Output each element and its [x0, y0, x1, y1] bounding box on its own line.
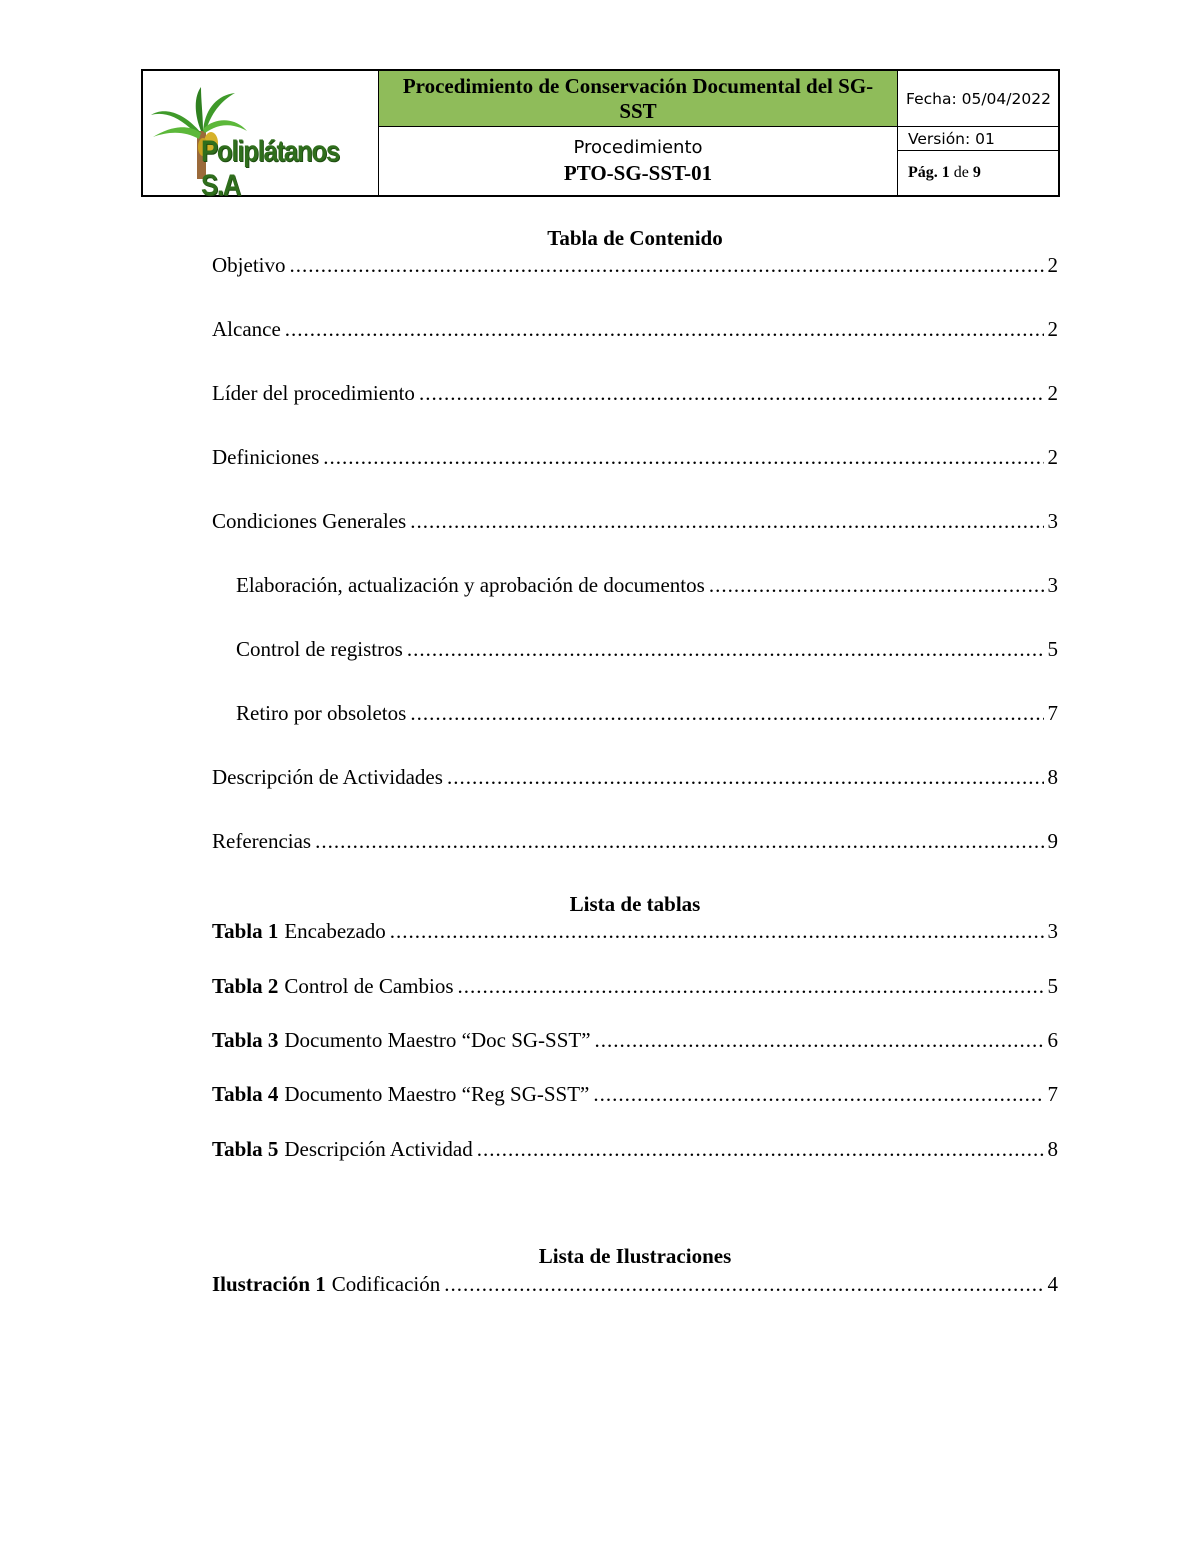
dot-leader [595, 1027, 1044, 1053]
table-entry-page: 6 [1047, 1028, 1058, 1052]
table-entry-title: Documento Maestro “Reg SG-SST” [284, 1082, 590, 1106]
table-entry[interactable] [212, 973, 1058, 999]
toc-entry[interactable] [212, 252, 1058, 278]
dot-leader [444, 1271, 1043, 1297]
toc-heading: Tabla de Contenido [547, 226, 723, 250]
document-title: Procedimiento de Conservación Documental del SG-SST [379, 71, 898, 127]
table-entry-page: 3 [1047, 919, 1058, 943]
table-entry-title: Descripción Actividad [284, 1137, 473, 1161]
page-of: de [953, 164, 969, 181]
table-entry-title: Control de Cambios [284, 974, 454, 998]
table-entry-page: 8 [1047, 1137, 1058, 1161]
toc-entry-page: 9 [1047, 829, 1058, 853]
toc-entry-title: Control de registros [236, 637, 403, 661]
tables-heading: Lista de tablas [569, 892, 701, 916]
toc-entry[interactable] [212, 764, 1058, 790]
toc-entry-title: Referencias [212, 829, 312, 853]
page-prefix: Pág. [908, 164, 938, 181]
table-entry-label: Tabla 3 [212, 1028, 279, 1052]
table-entry-page: 7 [1047, 1082, 1058, 1106]
illustration-entry[interactable] [212, 1271, 1058, 1297]
toc-entry-page: 2 [1047, 253, 1058, 277]
table-entry-title: Encabezado [284, 919, 386, 943]
table-entry-label: Tabla 5 [212, 1137, 279, 1161]
illustrations-heading: Lista de Ilustraciones [538, 1244, 732, 1268]
illustration-entry-page: 4 [1047, 1272, 1058, 1296]
illustration-entry-title: Codificación [331, 1272, 441, 1296]
dot-leader [407, 636, 1044, 662]
toc-entry[interactable] [212, 508, 1058, 534]
dot-leader [290, 252, 1044, 278]
company-name: Poliplátanos S.A [201, 135, 339, 202]
toc-entry-page: 8 [1047, 765, 1058, 789]
page-current: 1 [941, 164, 950, 181]
toc-subentry[interactable] [236, 636, 1058, 662]
document-header [141, 69, 1060, 202]
toc-subentry[interactable] [236, 700, 1058, 726]
table-entry[interactable] [212, 1081, 1058, 1107]
toc-entry[interactable] [212, 380, 1058, 406]
procedure-code: PTO-SG-SST-01 [563, 161, 713, 185]
table-entry[interactable] [212, 918, 1058, 944]
table-entry-title: Documento Maestro “Doc SG-SST” [284, 1028, 591, 1052]
toc-entry-title: Elaboración, actualización y aprobación de documentos [236, 573, 705, 597]
illustration-entry-label: Ilustración 1 [212, 1272, 326, 1296]
dot-leader [477, 1136, 1044, 1162]
toc-entry-title: Líder del procedimiento [212, 381, 415, 405]
toc-entry-page: 3 [1047, 509, 1058, 533]
toc-entry-page: 2 [1047, 445, 1058, 469]
dot-leader [419, 380, 1044, 406]
toc-entry-title: Condiciones Generales [212, 509, 407, 533]
dot-leader [323, 444, 1043, 470]
version-field: Versión: 01 [898, 127, 1058, 151]
dot-leader [410, 508, 1043, 534]
dot-leader [410, 700, 1043, 726]
dot-leader [285, 316, 1044, 342]
toc-entry[interactable] [212, 316, 1058, 342]
company-logo [143, 71, 379, 202]
toc-entry-title: Retiro por obsoletos [236, 701, 407, 725]
toc-entry-page: 7 [1047, 701, 1058, 725]
procedure-cell [379, 127, 898, 195]
dot-leader [447, 764, 1044, 790]
dot-leader [390, 918, 1044, 944]
procedure-type: Procedimiento [573, 137, 703, 158]
toc-entry-title: Alcance [212, 317, 281, 341]
toc-entry-page: 2 [1047, 317, 1058, 341]
toc-entry[interactable] [212, 828, 1058, 854]
table-entry-label: Tabla 2 [212, 974, 279, 998]
dot-leader [458, 973, 1044, 999]
table-entry[interactable] [212, 1136, 1058, 1162]
table-entry-label: Tabla 4 [212, 1082, 279, 1106]
table-entry[interactable] [212, 1027, 1058, 1053]
toc-entry-page: 5 [1047, 637, 1058, 661]
table-entry-label: Tabla 1 [212, 919, 279, 943]
page-total: 9 [972, 164, 981, 181]
toc-subentry[interactable] [236, 572, 1058, 598]
toc-entry[interactable] [212, 444, 1058, 470]
dot-leader [709, 572, 1044, 598]
dot-leader [593, 1081, 1043, 1107]
toc-entry-title: Definiciones [212, 445, 320, 469]
dot-leader [315, 828, 1043, 854]
toc-entry-page: 2 [1047, 381, 1058, 405]
toc-entry-title: Descripción de Actividades [212, 765, 443, 789]
table-entry-page: 5 [1047, 974, 1058, 998]
page-number-field [898, 151, 1058, 195]
toc-entry-title: Objetivo [212, 253, 286, 277]
date-field: Fecha: 05/04/2022 [898, 71, 1058, 127]
toc-entry-page: 3 [1047, 573, 1058, 597]
